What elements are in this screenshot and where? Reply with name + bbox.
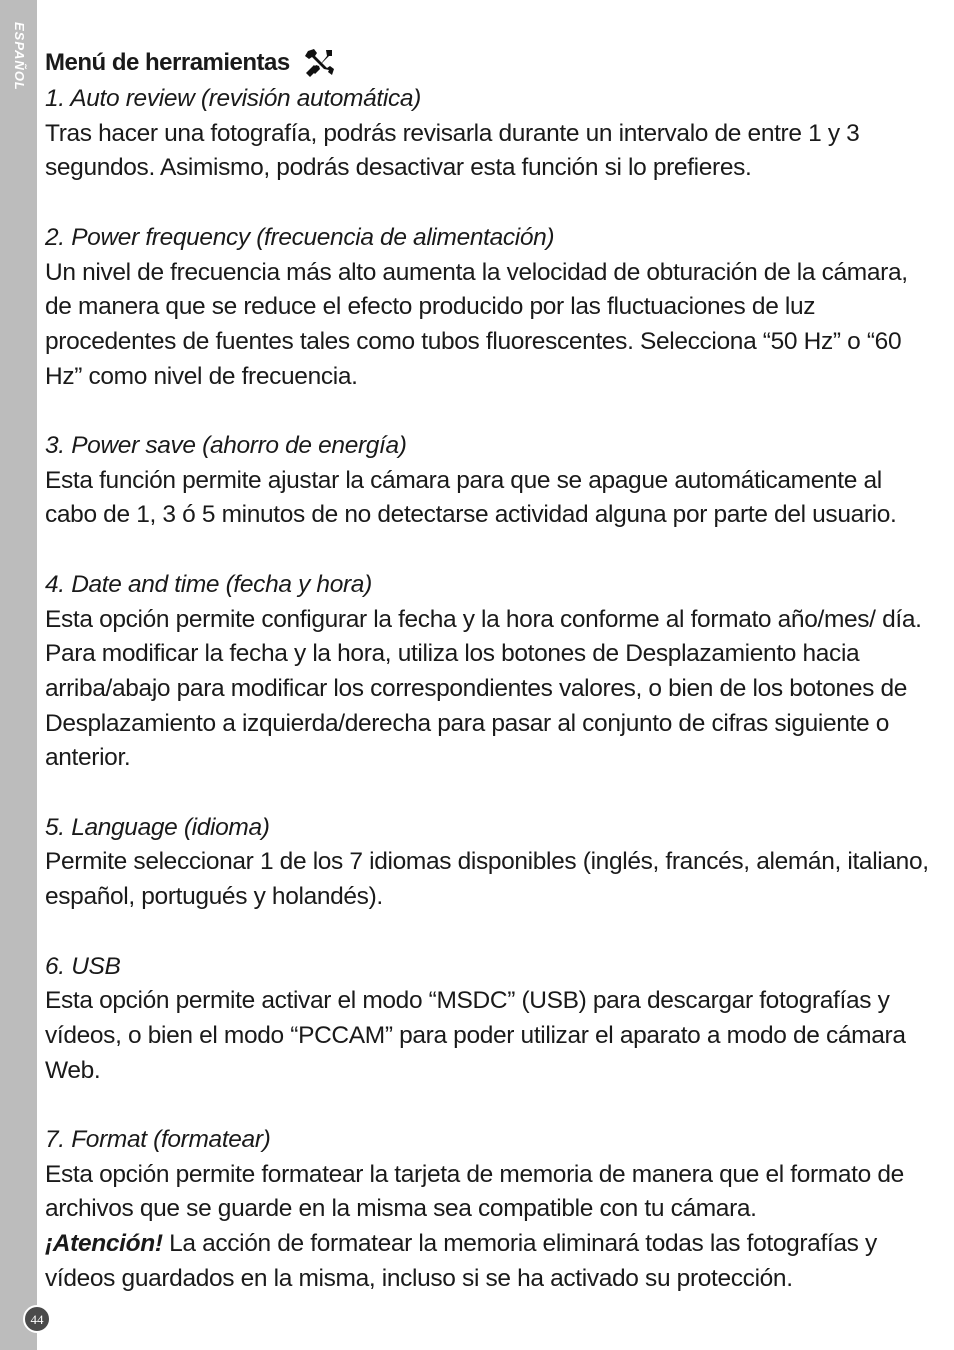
warning-text: La acción de formatear la memoria eliminará todas las fotografías y vídeos guardados en la misma, incluso si se ha activado su protección. xyxy=(45,1230,877,1292)
warning-label: ¡Atención! xyxy=(45,1230,163,1258)
section-title: 1. Auto review (revisión automática) xyxy=(45,85,421,112)
section-title: 4. Date and time (fecha y hora) xyxy=(45,570,372,598)
section-body: Tras hacer una fotografía, podrás revisarla durante un intervalo de entre 1 y 3 segundos. Asimismo, podrás desactivar esta función si lo prefieres. xyxy=(45,119,860,182)
section-usb xyxy=(45,950,935,1089)
section-body: Permite seleccionar 1 de los 7 idiomas disponibles (inglés, francés, alemán, italiano, español, portugués y holandés). xyxy=(45,848,929,911)
section-title: 3. Power save (ahorro de energía) xyxy=(45,432,407,459)
page-heading: Menú de herramientas xyxy=(45,48,290,76)
section-title: 6. USB xyxy=(45,952,121,980)
section-auto-review xyxy=(45,82,935,186)
section-body: Un nivel de frecuencia más alto aumenta la velocidad de obturación de la cámara, de manera que se reduce el efecto producido por las fluctuaciones de luz procedentes de fuentes tales como tubos fluorescentes. Selecciona “50 Hz” o “60 Hz” como nivel de frecuencia. xyxy=(45,258,908,390)
section-body: Esta opción permite formatear la tarjeta de memoria de manera que el formato de archivos que se guarde en la misma sea compatible con tu cámara. xyxy=(45,1160,904,1223)
page-content xyxy=(45,44,935,1297)
tools-icon xyxy=(302,47,340,79)
page-number: 44 xyxy=(23,1305,51,1333)
section-body: Esta función permite ajustar la cámara para que se apague automáticamente al cabo de 1, 3 ó 5 minutos de no detectarse actividad alguna por parte del usuario. xyxy=(45,466,897,529)
section-title: 2. Power frequency (frecuencia de alimentación) xyxy=(45,223,555,251)
language-side-tab xyxy=(0,0,37,1350)
language-label: ESPAÑOL xyxy=(12,22,27,91)
section-power-save xyxy=(45,429,935,533)
section-title: 7. Format (formatear) xyxy=(45,1126,271,1153)
warning-paragraph xyxy=(45,1227,935,1296)
section-language xyxy=(45,811,935,915)
section-date-time xyxy=(45,568,935,776)
heading-row xyxy=(45,44,935,82)
section-title: 5. Language (idioma) xyxy=(45,813,270,841)
section-format xyxy=(45,1123,935,1297)
section-body: Esta opción permite activar el modo “MSDC” (USB) para descargar fotografías y vídeos, o bien el modo “PCCAM” para poder utilizar el aparato a modo de cámara Web. xyxy=(45,987,906,1084)
section-power-frequency xyxy=(45,221,935,395)
section-body: Esta opción permite configurar la fecha y la hora conforme al formato año/mes/ día. Para modificar la fecha y la hora, utiliza los botones de Desplazamiento hacia arriba/abajo para modificar los correspondientes valores, o bien de los botones de Desplazamiento a izquierda/derecha para pasar al conjunto de cifras siguiente o anterior. xyxy=(45,605,922,772)
